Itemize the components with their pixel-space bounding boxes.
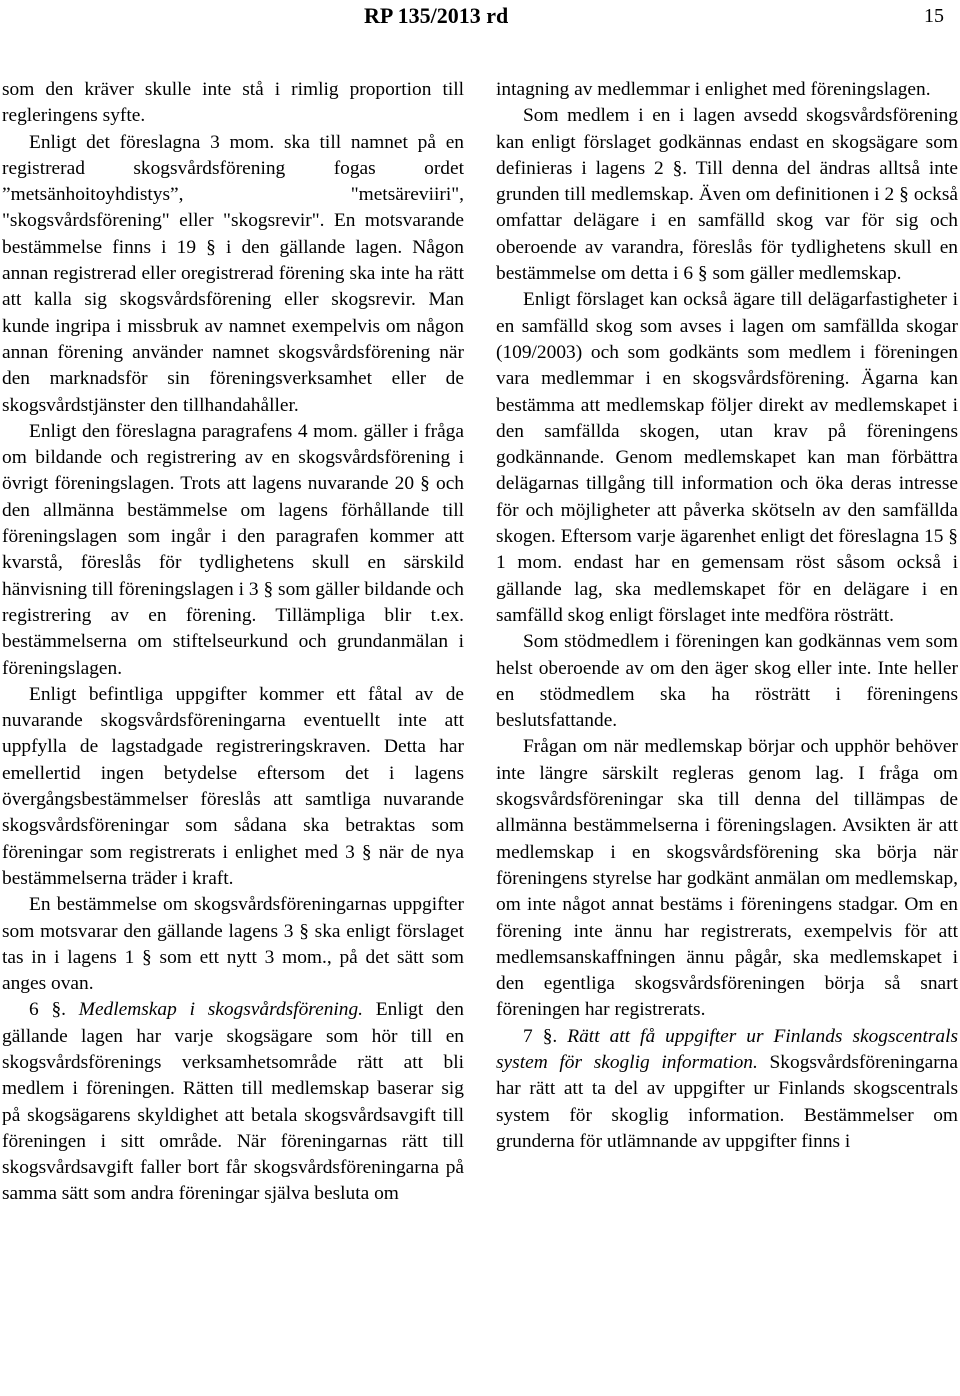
section-6-text: Enligt den gällande lagen har varje skogsägare som hör till en skogsvårdsförenings verksamhetsområde rätt att bli medlem i föreningen. Rätten till medlemskap baserar sig på skogsägarens skyldighet att betala skogsvårdsavgift till föreningen i sitt område. När föreningarnas rätt till skogsvårdsavgift faller bort får skogsvårdsföreningarna på samma sätt som andra föreningar själva besluta om — [2, 999, 464, 1205]
paragraph: intagning av medlemmar i enlighet med föreningslagen. — [496, 79, 931, 100]
right-column — [496, 77, 958, 1396]
section-7-title: Rätt att få uppgifter ur Finlands skogscentrals system för skoglig information. — [496, 1025, 958, 1073]
paragraph: Frågan om när medlemskap börjar och upphör behöver inte längre särskilt regleras genom lag. I fråga om skogsvårdsföreningar ska till denna del tillämpas de allmänna bestämmelserna i föreningslagen. Avsikten är att medlemskap i en skogsvårdsförening ska börja när föreningens styrelse har godkänt anmälan om medlemskap, om inte något annat bestäms i föreningens stadgar. Om en förening inte ännu har registrerats, exempelvis för att medlemsanskaffningen ännu pågår, ska medlemskapet i den egentliga skogsvårdsföreningen börja så snart föreningen har registrerats. — [496, 736, 958, 1021]
paragraph: Enligt befintliga uppgifter kommer ett fåtal av de nuvarande skogsvårdsföreningarna eventuellt inte att uppfylla de lagstadgade registreringskraven. Detta har emellertid ingen betydelse eftersom det i lagens övergångsbestämmelser föreslås att samtliga nuvarande skogsvårdsföreningar som sådana ska betraktas som föreningar som registrerats i enlighet med 3 § när de nya bestämmelserna träder i kraft. — [2, 683, 464, 889]
left-column — [2, 77, 464, 1396]
section-6-title: Medlemskap i skogsvårdsförening. — [78, 999, 364, 1021]
paragraph: Enligt det föreslagna 3 mom. ska till namnet på en registrerad skogsvårdsförening fogas ordet ”metsänhoitoyhdistys”, "metsäreviiri", "skogsvårdsförening" eller "skogsrevir". En motsvarande bestämmelse finns i 19 § i den gällande lagen. Någon annan registrerad eller oregistrerad förening ska inte ha rätt att kalla sig skogsvårdsförening eller skogsrevir. Man kunde ingripa i missbruk av namnet exempelvis om någon annan förening använder namnet skogsvårdsförening när den marknadsför sin föreningsverksamhet eller de skogsvårdstjänster den tillhandahåller. — [2, 131, 464, 416]
section-7-text: Skogsvårdsföreningarna har rätt att ta del av uppgifter ur Finlands skogscentrals system för skoglig information. Bestämmelser om grunderna för utlämnande av uppgifter finns i — [496, 1051, 958, 1152]
section-6-paragraph — [2, 997, 464, 1207]
section-7-paragraph — [496, 1024, 958, 1155]
section-7-number: 7 §. — [523, 1025, 558, 1047]
paragraph: Enligt förslaget kan också ägare till delägarfastigheter i en samfälld skog som avses i lagen om samfällda skogar (109/2003) och som godkänts som medlem i föreningen vara medlemmar i en skogsvårdsförening. Ägarna kan bestämma att medlemskap följer direkt av medlemskapet i den samfällda skogen, utan krav på föreningens godkännande. Genom medlemskapet kan man förbättra delägarnas tillgång till information och öka deras intresse för och möjligheter att påverka skötseln av den samfällda skogen. Eftersom varje ägarenhet enligt det föreslagna 15 § 1 mom. endast har en gemensam röst såsom också i gällande lag, ska medlemskapet för en delägare i en samfälld skog enligt förslaget inte medföra rösträtt. — [496, 289, 958, 626]
page-number: 15 — [924, 5, 944, 27]
paragraph: som den kräver skulle inte stå i rimlig proportion till regleringens syfte. — [2, 79, 464, 127]
paragraph: Som medlem i en i lagen avsedd skogsvårdsförening kan enligt förslaget godkännas endast en skogsägare som definieras i lagens 2 §. Till denna del ändras alltså inte grunden till medlemskap. Även om definitionen i 2 § också omfattar delägare i en samfälld skog var för sig och oberoende av varandra, föreslås för tydlighetens skull en bestämmelse om detta i 6 § som gäller medlemskap. — [496, 105, 958, 285]
document-id: RP 135/2013 rd — [364, 3, 509, 28]
section-6-number: 6 §. — [29, 999, 67, 1021]
paragraph: Enligt den föreslagna paragrafens 4 mom. gäller i fråga om bildande och registrering av en skogsvårdsförening i övrigt föreningslagen. Trots att lagens nuvarande 20 § och den allmänna bestämmelse om lagens förhållande till föreningslagen som ingår i den paragrafen kommer att kvarstå, föreslås för tydlighetens skull en särskild hänvisning till föreningslagen i 3 § som gäller bildande och registrering av en förening. Tillämpliga blir t.ex. bestämmelserna om stiftelseurkund och grundanmälan i föreningslagen. — [2, 420, 464, 679]
page-header — [0, 0, 960, 36]
paragraph: Som stödmedlem i föreningen kan godkännas vem som helst oberoende av om den äger skog eller inte. Inte heller en stödmedlem ska ha rösträtt i föreningens beslutsfattande. — [496, 631, 958, 732]
paragraph: En bestämmelse om skogsvårdsföreningarnas uppgifter som motsvarar den gällande lagens 3 § ska enligt förslaget tas in i lagens 1 § som ett nytt 3 mom., på det sätt som anges ovan. — [2, 894, 464, 995]
